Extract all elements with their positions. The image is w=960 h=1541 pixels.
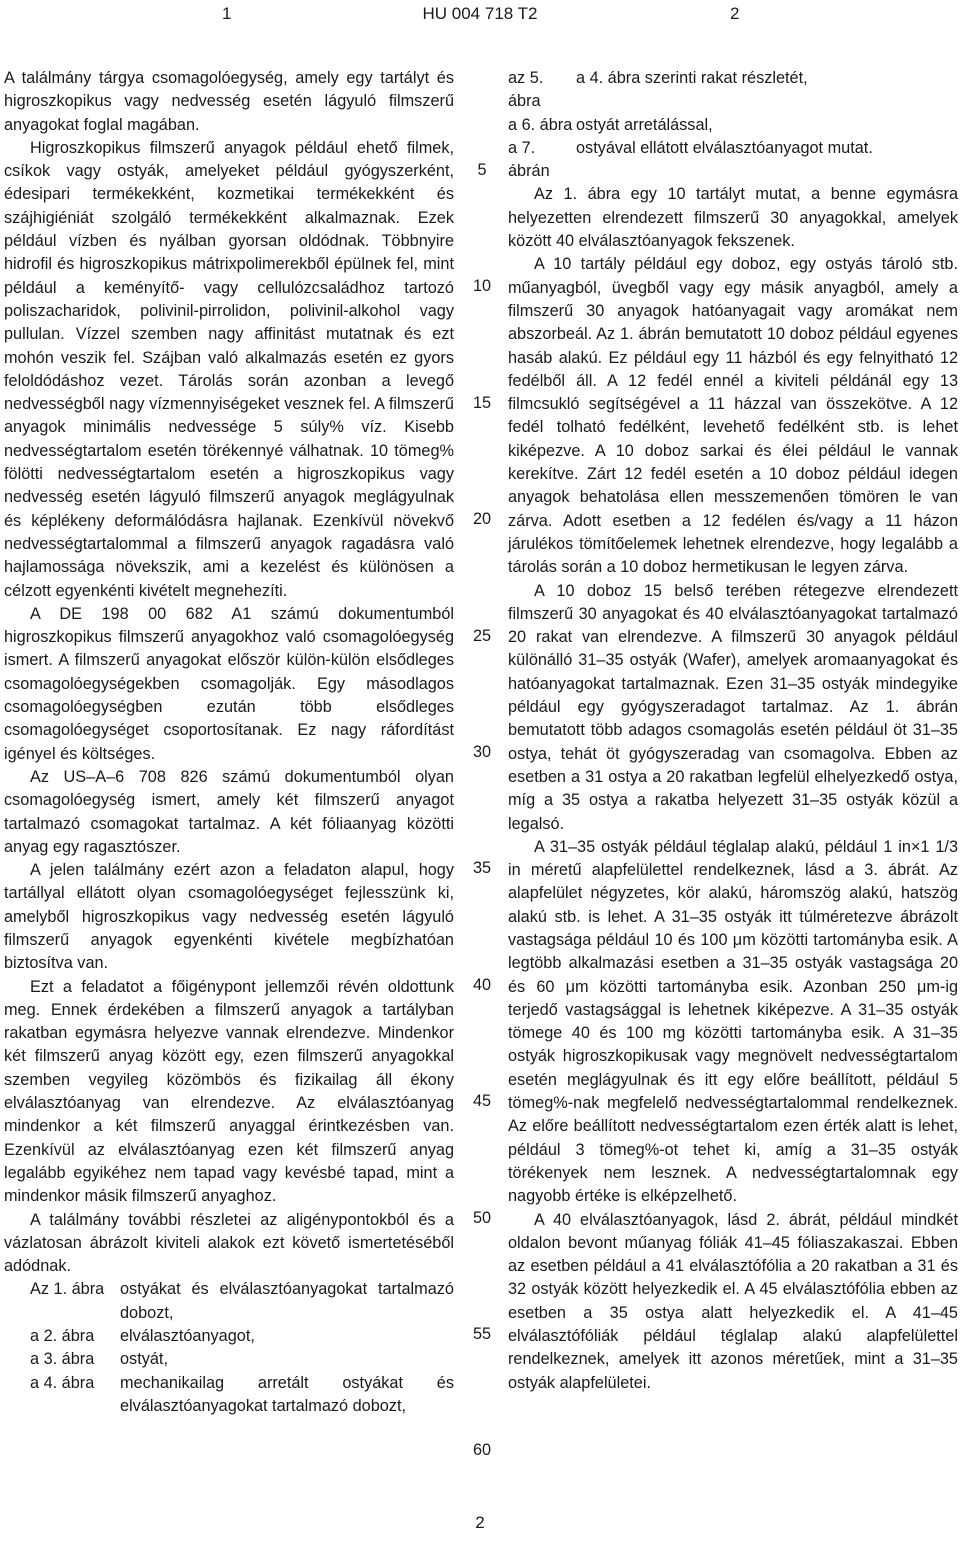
left-column [4,67,454,1418]
footer-page-number: 2 [475,1513,485,1532]
paragraph: Higroszkopikus filmszerű anyagok például ehető filmek, csíkok vagy ostyák, amelyeket például gyógyszerként, édesipari termékekként, kozmetikai termékekként és szájhigiéniát szolgáló termékekként alkalmaznak. Ezek például vízben és nyálban gyorsan oldódnak. Többnyire hidrofil és higroszkopikus mátrixpolimerekből épülnek fel, mint például a keményítő- vagy cellulózcsaládhoz tartozó poliszacharidok, polivinil-pirrolidon, polivinil-alkohol vagy pullulan. Vízzel szemben nagy affinitást mutatnak és ezt mohón veszik fel. Szájban való alkalmazás esetén ez gyors feloldódáshoz vezet. Tárolás során azonban a levegő nedvességből nagy vízmennyiségeket vesznek fel. A filmszerű anyagok minimális nedvessége 5 súly% víz. Kisebb nedvességtartalom esetén törékennyé válhatnak. 10 tömeg% fölötti nedvességtartalom esetén a higroszkopikus vagy nedvesség esetén lágyuló filmszerű anyagok meglágyulnak és képlékeny deformálódásra hajlanak. Ezenkívül növekvő nedvességtartalommal a filmszerű anyagok ragadásra való hajlamossága növekszik, ami a kezelést és különösen a célzott egyenkénti kivételt megnehezíti. [4,138,454,600]
figure-list [508,67,958,183]
figure-description: a 4. ábra szerinti rakat részletét, [576,69,808,87]
figure-label: a 6. ábra [508,115,573,134]
paragraph: Az US–A–6 708 826 számú dokumentumból olyan csomagolóegység ismert, amely két filmszerű anyagot tartalmazó csomagokat tartalmaz. A két fóliaanyag közötti anyag egy ragasztószer. [4,767,454,856]
figure-list-item [508,114,958,137]
line-number: 30 [472,743,492,761]
line-number: 25 [472,627,492,645]
line-number: 45 [472,1092,492,1110]
paragraph: A DE 198 00 682 A1 számú dokumentumból higroszkopikus filmszerű anyagokhoz való csomagolóegység ismert. A filmszerű anyagokat először külön-külön elsődleges csomagolóegységekben csomagolják. Egy másodlagos csomagolóegységben ezután több elsődleges csomagolóegységet csoportosítanak. Ez nagy ráfordítást igényel és költséges. [4,604,454,763]
line-number: 40 [472,976,492,994]
line-number: 20 [472,510,492,528]
header-right-page-number: 2 [730,4,740,23]
figure-description: ostyákat és elválasztóanyagokat tartalmazó dobozt, [120,1280,454,1322]
figure-list-item [508,67,958,114]
figure-list-item [508,137,958,184]
line-number: 15 [472,394,492,412]
paragraph: Az 1. ábra egy 10 tartályt mutat, a benne egymásra helyezetten elrendezett filmszerű 30 anyagokkal, amelyek között 40 elválasztóanyagok fekszenek. [508,185,958,251]
line-number: 50 [472,1209,492,1227]
figure-list-item [4,1372,454,1419]
header-left-page-number: 1 [222,4,232,23]
figure-list [4,1278,454,1418]
figure-label: az 5. ábra [508,69,544,111]
paragraph: A 31–35 ostyák például téglalap alakú, például 1 in×1 1/3 in méretű alapfelülettel rendelkeznek, lásd a 3. ábrát. Az alapfelület négyzetes, kör alakú, háromszög alakú, hatszög alakú stb. is lehet. A 31–35 ostyák itt túlméretezve ábrázolt vastagsága például 10 és 100 μm közötti tartományba esik. A legtöbb alkalmazási esetben a 31–35 ostyák vastagsága 20 és 60 μm közötti tartományba esik. Azonban 250 μm-ig terjedő vastagsággal is lehetnek kiképezve. A 31–35 ostyák tömege 40 és 100 mg közötti tartományba esik. A 31–35 ostyák higroszkopikusak vagy megnövelt nedvességtartalom esetén meglágyulnak és itt egy előre beállított, például 5 tömeg%-nak megfelelő nedvességtartalommal rendelkeznek. Az előre beállított nedvességtartalom ezen érték alatt is lehet, például 3 tömeg%-ot tehet ki, amíg a 31–35 ostyák törékenyek nem lesznek. A nedvességtartalomnak egy nagyobb értéke is elképzelhető. [508,837,958,1206]
paragraph: A találmány tárgya csomagolóegység, amely egy tartályt és higroszkopikus vagy nedvesség esetén lágyuló filmszerű anyagokat foglal magában. [4,69,454,134]
right-column [508,67,958,1395]
paragraph: A 40 elválasztóanyagok, lásd 2. ábrát, például mindkét oldalon bevont műanyag fóliák 41–45 fóliaszakaszai. Ebben az esetben például a 41 elválasztófólia a 20 rakatban a 31 és 32 ostyák között helyezkedik el. A 45 elválasztófólia ebben az esetben a 35 ostya alatt helyezkedik el. A 41–45 elválasztófóliák például téglalap alakú alapfelülettel rendelkeznek, amelyek itt azonos méretűek, mint a 31–35 ostyák alapfelületei. [508,1210,958,1392]
paragraph: Ezt a feladatot a főigénypont jellemzői révén oldottunk meg. Ennek érdekében a filmszerű anyagok a tartályban rakatban egymásra helyezve vannak elrendezve. Mindenkor két filmszerű anyag között egy, ezen filmszerű anyagokkal szemben vegyileg közömbös és fizikailag áll ékony elválasztóanyag van elrendezve. Az elválasztóanyag mindenkor a két filmszerű anyaggal érintkezésben van. Ezenkívül az elválasztóanyag ezen két filmszerű anyag legalább egyikéhez nem tapad vagy kevésbé tapad, mint a mindenkor másik filmszerű anyaghoz. [4,977,454,1206]
figure-description: ostyát, [120,1350,168,1369]
paragraph: A 10 tartály például egy doboz, egy ostyás tároló stb. műanyagból, üvegből vagy egy másik anyagból, amely a filmszerű 30 anyagok hatóanyagait vagy aromákat nem abszorbeál. Az 1. ábrán bemutatott 10 doboz például egyenes hasáb alakú. Ez például egy 11 házból és egy felnyitható 12 fedélből áll. A 12 fedél ennél a kiviteli példánál egy 13 filmcsukló segítségével a 11 házzal van összekötve. A 12 fedél tolható fedélként, levehető fedélként stb. is lehet kiképezve. A 10 doboz sarkai és élei például le vannak kerekítve. Zárt 12 fedél esetén a 10 doboz például idegen anyagok behatolása ellen messzemenően tömören le van zárva. Adott esetben a 12 fedélen és/vagy a 11 házon járulékos tömítőelemek lehetnek elrendezve, hogy legalább a tárolás során a 10 doboz hermetikusan le legyen zárva. [508,255,958,577]
line-number: 10 [472,277,492,295]
figure-list-item [4,1348,454,1371]
figure-list-item [4,1278,454,1325]
paragraph: A 10 doboz 15 belső terében rétegezve elrendezett filmszerű 30 anyagokat és 40 elválasztóanyagokat tartalmazó 20 rakat van elrendezve. A filmszerű 30 anyagok például különálló 31–35 ostyák (Wafer), amelyek aromaanyagokat és hatóanyagokat tartalmaznak. Ezen 31–35 ostyák mindegyike például egy gyógyszeradagot tartalmaz. Az 1. ábrán bemutatott több adagos csomagolás esetén például öt 31–35 ostya, tehát öt gyógyszeradag van csomagolva. Ebben az esetben a 31 ostya a 20 rakatban legfelül elhelyezkedő ostya, míg a 35 ostya a rakatba helyezett 31–35 ostyák közül a legalsó. [508,581,958,833]
line-number: 60 [472,1441,492,1459]
document-title: HU 004 718 T2 [422,4,538,23]
line-number: 55 [472,1325,492,1343]
figure-list-item [4,1325,454,1348]
line-number: 5 [477,161,487,179]
figure-description: ostyát arretálással, [576,115,713,134]
figure-label: Az 1. ábra [30,1280,105,1299]
figure-label: a 2. ábra [30,1327,95,1346]
figure-description: mechanikailag arretált ostyákat és elválasztóanyagokat tartalmazó dobozt, [120,1373,454,1415]
paragraph: A találmány további részletei az aligénypontokból és a vázlatosan ábrázolt kiviteli alakok ezt követő ismertetéséből adódnak. [4,1210,454,1276]
figure-label: a 7. ábrán [508,138,550,181]
line-number: 35 [472,859,492,877]
figure-description: ostyával ellátott elválasztóanyagot mutat. [576,138,873,157]
figure-label: a 3. ábra [30,1350,95,1369]
figure-description: elválasztóanyagot, [120,1327,255,1346]
figure-label: a 4. ábra [30,1373,95,1392]
paragraph: A jelen találmány ezért azon a feladaton alapul, hogy tartállyal ellátott olyan csomagolóegységet fejlesszünk ki, amelyből higroszkopikus vagy nedvesség esetén lágyuló filmszerű anyagok egyenkénti kivétele megbízhatóan biztosítva van. [4,861,454,973]
